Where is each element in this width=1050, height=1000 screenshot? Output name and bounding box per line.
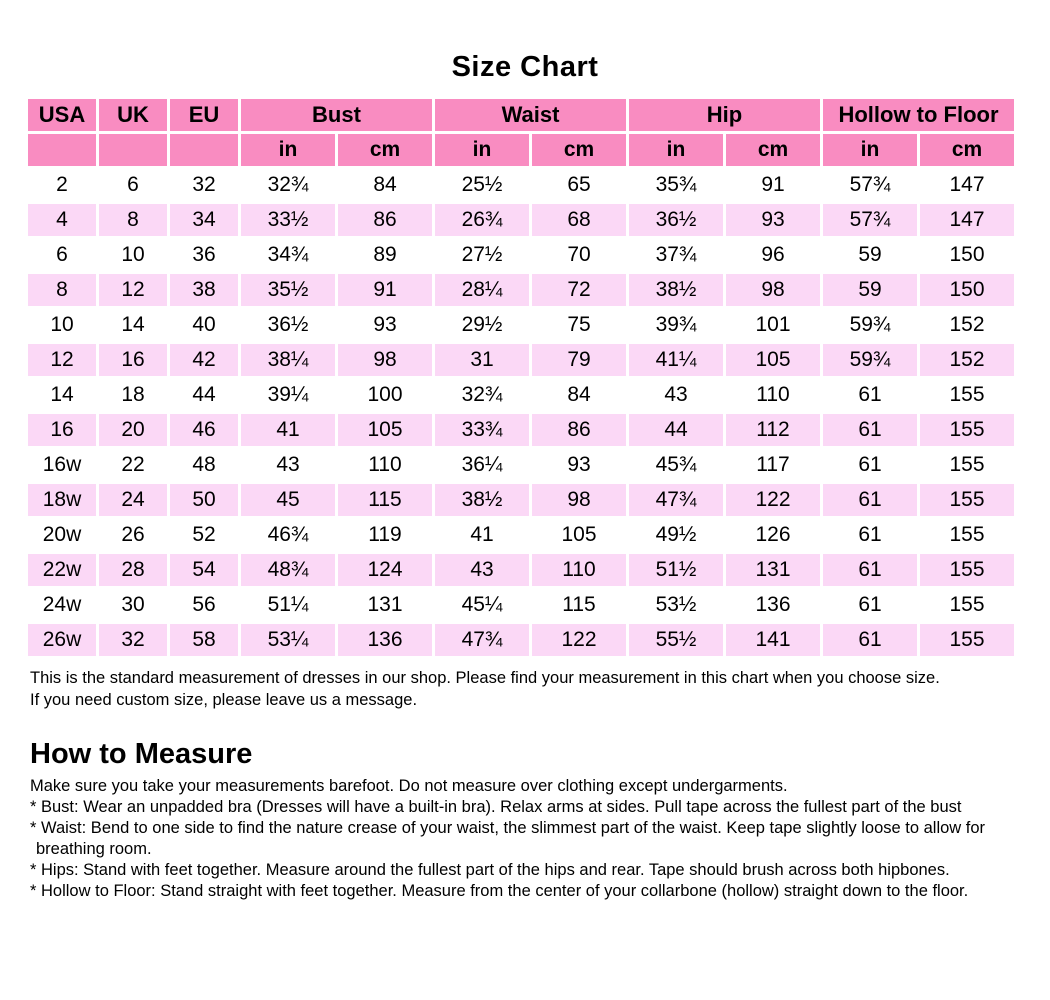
how-to-measure-line: * Waist: Bend to one side to find the nature crease of your waist, the slimmest part of the waist. Keep tape slightly loose to allow for breathing room.: [30, 819, 986, 858]
table-cell: 101: [726, 309, 820, 341]
table-cell: 70: [532, 239, 626, 271]
table-cell: 41: [435, 519, 529, 551]
table-cell: 16: [28, 414, 96, 446]
table-cell: 14: [99, 309, 167, 341]
table-cell: 22: [99, 449, 167, 481]
table-cell: 37¾: [629, 239, 723, 271]
table-cell: 98: [726, 274, 820, 306]
table-cell: 61: [823, 554, 917, 586]
table-cell: 91: [338, 274, 432, 306]
page-title: Size Chart: [451, 51, 599, 83]
unit-header-in-6: in: [823, 134, 917, 166]
table-row: [28, 554, 1014, 586]
table-cell: 98: [532, 484, 626, 516]
table-cell: 105: [532, 519, 626, 551]
column-header-usa: USA: [28, 99, 96, 131]
table-cell: 152: [920, 344, 1014, 376]
table-cell: 28¼: [435, 274, 529, 306]
table-cell: 150: [920, 274, 1014, 306]
table-cell: 27½: [435, 239, 529, 271]
table-cell: 155: [920, 414, 1014, 446]
table-cell: 44: [629, 414, 723, 446]
table-cell: 65: [532, 169, 626, 201]
table-cell: 55½: [629, 624, 723, 656]
table-row: [28, 414, 1014, 446]
table-cell: 16: [99, 344, 167, 376]
table-cell: 41: [241, 414, 335, 446]
table-cell: 110: [338, 449, 432, 481]
table-cell: 110: [532, 554, 626, 586]
table-cell: 105: [726, 344, 820, 376]
table-cell: 53¼: [241, 624, 335, 656]
table-cell: 24w: [28, 589, 96, 621]
table-cell: 100: [338, 379, 432, 411]
table-cell: 45¾: [629, 449, 723, 481]
table-cell: 51¼: [241, 589, 335, 621]
column-group-hip: Hip: [629, 99, 820, 131]
table-cell: 49½: [629, 519, 723, 551]
table-cell: 84: [338, 169, 432, 201]
table-cell: 61: [823, 414, 917, 446]
table-cell: 6: [99, 169, 167, 201]
table-cell: 126: [726, 519, 820, 551]
table-cell: 44: [170, 379, 238, 411]
table-cell: 8: [28, 274, 96, 306]
table-cell: 2: [28, 169, 96, 201]
table-cell: 24: [99, 484, 167, 516]
table-cell: 8: [99, 204, 167, 236]
table-row: [28, 274, 1014, 306]
table-cell: 10: [99, 239, 167, 271]
table-cell: 32: [170, 169, 238, 201]
table-cell: 72: [532, 274, 626, 306]
table-cell: 59¾: [823, 309, 917, 341]
unit-header-cm-1: cm: [338, 134, 432, 166]
table-cell: 50: [170, 484, 238, 516]
how-to-measure-line: Make sure you take your measurements barefoot. Do not measure over clothing except undergarments.: [30, 777, 788, 795]
unit-header-empty-usa: [28, 134, 96, 166]
how-to-measure-body: [30, 776, 1015, 902]
table-cell: 32¾: [435, 379, 529, 411]
how-to-measure-line: * Hollow to Floor: Stand straight with feet together. Measure from the center of your collarbone (hollow) straight down to the floor.: [30, 882, 969, 900]
table-cell: 86: [338, 204, 432, 236]
table-cell: 30: [99, 589, 167, 621]
size-chart-table: [25, 96, 1017, 659]
table-row: [28, 344, 1014, 376]
table-cell: 59: [823, 274, 917, 306]
table-cell: 155: [920, 484, 1014, 516]
table-cell: 141: [726, 624, 820, 656]
table-cell: 53½: [629, 589, 723, 621]
table-cell: 18: [99, 379, 167, 411]
table-cell: 43: [435, 554, 529, 586]
table-cell: 155: [920, 554, 1014, 586]
table-cell: 46: [170, 414, 238, 446]
table-cell: 18w: [28, 484, 96, 516]
table-row: [28, 379, 1014, 411]
note-line-2: If you need custom size, please leave us a message.: [30, 691, 418, 709]
table-cell: 57¾: [823, 204, 917, 236]
table-cell: 46¾: [241, 519, 335, 551]
unit-header-in-0: in: [241, 134, 335, 166]
table-cell: 25½: [435, 169, 529, 201]
table-cell: 31: [435, 344, 529, 376]
table-cell: 61: [823, 519, 917, 551]
table-cell: 26w: [28, 624, 96, 656]
column-group-hollow-to-floor: Hollow to Floor: [823, 99, 1014, 131]
table-cell: 84: [532, 379, 626, 411]
table-cell: 43: [629, 379, 723, 411]
table-row: [28, 624, 1014, 656]
column-group-waist: Waist: [435, 99, 626, 131]
table-cell: 68: [532, 204, 626, 236]
table-cell: 41¼: [629, 344, 723, 376]
table-cell: 12: [28, 344, 96, 376]
column-group-bust: Bust: [241, 99, 432, 131]
table-cell: 48: [170, 449, 238, 481]
table-cell: 115: [338, 484, 432, 516]
table-cell: 155: [920, 519, 1014, 551]
table-cell: 61: [823, 624, 917, 656]
unit-header-empty-uk: [99, 134, 167, 166]
table-row: [28, 484, 1014, 516]
table-cell: 57¾: [823, 169, 917, 201]
table-row: [28, 309, 1014, 341]
table-cell: 40: [170, 309, 238, 341]
table-cell: 38: [170, 274, 238, 306]
table-cell: 136: [726, 589, 820, 621]
table-cell: 34: [170, 204, 238, 236]
table-cell: 93: [726, 204, 820, 236]
table-cell: 89: [338, 239, 432, 271]
unit-header-cm-3: cm: [532, 134, 626, 166]
column-header-uk: UK: [99, 99, 167, 131]
table-cell: 122: [726, 484, 820, 516]
table-cell: 98: [338, 344, 432, 376]
table-cell: 147: [920, 169, 1014, 201]
table-row: [28, 169, 1014, 201]
table-cell: 6: [28, 239, 96, 271]
table-cell: 61: [823, 589, 917, 621]
unit-header-in-4: in: [629, 134, 723, 166]
table-cell: 93: [532, 449, 626, 481]
table-cell: 36¼: [435, 449, 529, 481]
table-row: [28, 449, 1014, 481]
table-cell: 112: [726, 414, 820, 446]
table-cell: 86: [532, 414, 626, 446]
table-cell: 136: [338, 624, 432, 656]
table-cell: 152: [920, 309, 1014, 341]
unit-header-empty-eu: [170, 134, 238, 166]
table-cell: 79: [532, 344, 626, 376]
table-cell: 36½: [629, 204, 723, 236]
table-cell: 119: [338, 519, 432, 551]
table-cell: 20w: [28, 519, 96, 551]
table-cell: 131: [726, 554, 820, 586]
table-row: [28, 589, 1014, 621]
table-cell: 35½: [241, 274, 335, 306]
table-cell: 150: [920, 239, 1014, 271]
table-cell: 131: [338, 589, 432, 621]
table-cell: 96: [726, 239, 820, 271]
table-cell: 28: [99, 554, 167, 586]
table-row: [28, 519, 1014, 551]
unit-header-cm-5: cm: [726, 134, 820, 166]
table-cell: 75: [532, 309, 626, 341]
table-cell: 47¾: [629, 484, 723, 516]
group-header-row: [28, 99, 1014, 131]
table-cell: 59: [823, 239, 917, 271]
table-cell: 124: [338, 554, 432, 586]
table-cell: 61: [823, 449, 917, 481]
table-cell: 54: [170, 554, 238, 586]
table-row: [28, 239, 1014, 271]
table-cell: 110: [726, 379, 820, 411]
table-cell: 105: [338, 414, 432, 446]
table-cell: 26¾: [435, 204, 529, 236]
table-cell: 45¼: [435, 589, 529, 621]
note-line-1: This is the standard measurement of dresses in our shop. Please find your measurement in this chart when you choose size.: [30, 669, 940, 687]
table-cell: 33¾: [435, 414, 529, 446]
table-cell: 29½: [435, 309, 529, 341]
how-to-measure-line: * Bust: Wear an unpadded bra (Dresses will have a built-in bra). Relax arms at sides. Pull tape across the fullest part of the bust: [30, 798, 962, 816]
table-cell: 43: [241, 449, 335, 481]
how-to-measure-line: * Hips: Stand with feet together. Measure around the fullest part of the hips and rear. Tape should brush across both hipbones.: [30, 861, 950, 879]
table-cell: 26: [99, 519, 167, 551]
table-cell: 32¾: [241, 169, 335, 201]
how-to-measure-title: How to Measure: [30, 738, 253, 770]
table-cell: 32: [99, 624, 167, 656]
table-row: [28, 204, 1014, 236]
table-cell: 36: [170, 239, 238, 271]
table-cell: 155: [920, 449, 1014, 481]
table-cell: 61: [823, 484, 917, 516]
table-cell: 16w: [28, 449, 96, 481]
table-cell: 91: [726, 169, 820, 201]
table-cell: 10: [28, 309, 96, 341]
table-cell: 93: [338, 309, 432, 341]
unit-header-row: [28, 134, 1014, 166]
unit-header-in-2: in: [435, 134, 529, 166]
notes-block: [0, 667, 1050, 711]
table-cell: 51½: [629, 554, 723, 586]
column-header-eu: EU: [170, 99, 238, 131]
table-cell: 56: [170, 589, 238, 621]
table-cell: 155: [920, 589, 1014, 621]
table-cell: 52: [170, 519, 238, 551]
table-cell: 22w: [28, 554, 96, 586]
table-cell: 38¼: [241, 344, 335, 376]
table-cell: 33½: [241, 204, 335, 236]
table-cell: 48¾: [241, 554, 335, 586]
table-cell: 117: [726, 449, 820, 481]
table-cell: 14: [28, 379, 96, 411]
table-cell: 115: [532, 589, 626, 621]
table-header: [28, 99, 1014, 166]
table-cell: 59¾: [823, 344, 917, 376]
table-cell: 20: [99, 414, 167, 446]
table-cell: 45: [241, 484, 335, 516]
table-cell: 35¾: [629, 169, 723, 201]
table-cell: 155: [920, 624, 1014, 656]
table-cell: 155: [920, 379, 1014, 411]
table-cell: 36½: [241, 309, 335, 341]
table-cell: 38½: [435, 484, 529, 516]
table-cell: 38½: [629, 274, 723, 306]
table-cell: 47¾: [435, 624, 529, 656]
table-cell: 39¾: [629, 309, 723, 341]
table-cell: 58: [170, 624, 238, 656]
table-body: [28, 169, 1014, 656]
table-cell: 12: [99, 274, 167, 306]
table-cell: 34¾: [241, 239, 335, 271]
table-cell: 61: [823, 379, 917, 411]
table-cell: 4: [28, 204, 96, 236]
table-cell: 42: [170, 344, 238, 376]
table-cell: 122: [532, 624, 626, 656]
unit-header-cm-7: cm: [920, 134, 1014, 166]
table-cell: 147: [920, 204, 1014, 236]
table-cell: 39¼: [241, 379, 335, 411]
